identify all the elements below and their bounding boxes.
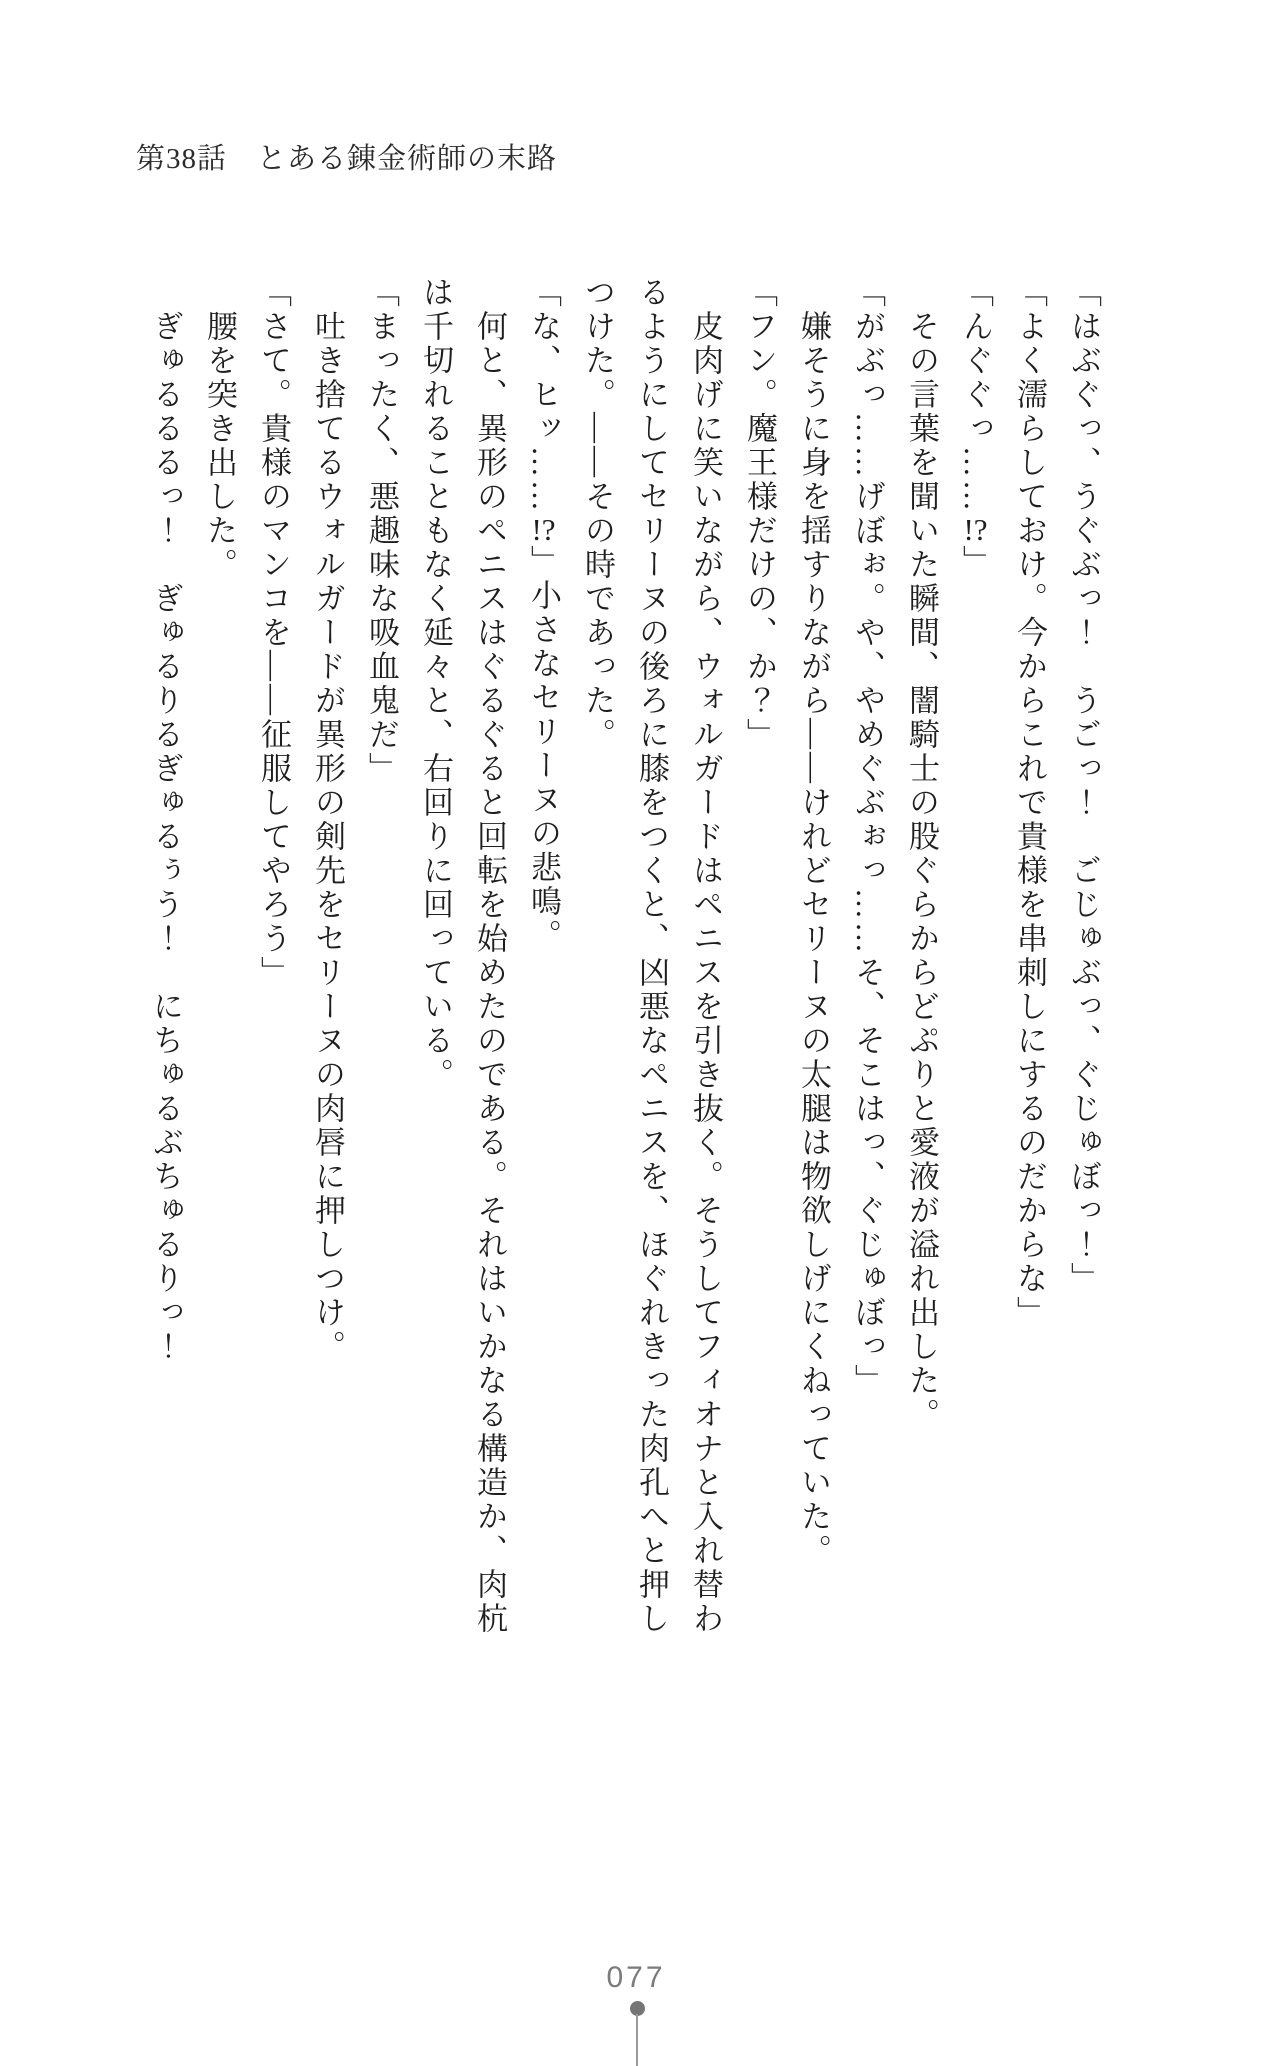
text-segment: 」 bbox=[958, 545, 993, 579]
text-segment: 吐き捨てるウォルガードが異形の剣先をセリーヌの肉唇に押しつけ。 bbox=[310, 276, 345, 1364]
text-segment: 「さて。貴様のマンコを——征服してやろう」 bbox=[256, 276, 291, 990]
text-line bbox=[516, 276, 570, 1706]
text-segment: は千切れることもなく延々と、右回りに回っている。 bbox=[418, 276, 453, 1092]
text-segment: つけた。——その時であった。 bbox=[580, 276, 615, 752]
text-line bbox=[1056, 276, 1110, 1706]
chapter-header: 第38話 とある錬金術師の末路 bbox=[136, 143, 558, 175]
text-segment: 何と、異形のペニスはぐるぐると回転を始めたのである。それはいかなる構造か、肉杭 bbox=[472, 276, 507, 1636]
text-segment: 「がぶっ……げぼぉ。や、やめぐぶぉっ……そ、そこはっ、ぐじゅぼっ」 bbox=[850, 276, 885, 1398]
text-line bbox=[246, 276, 300, 1706]
text-line bbox=[894, 276, 948, 1706]
text-segment: 「まったく、悪趣味な吸血鬼だ」 bbox=[364, 276, 399, 786]
body-text bbox=[138, 276, 1110, 1706]
text-segment: 「フン。魔王様だけの、か？」 bbox=[742, 276, 777, 752]
text-segment: 腰を突き出した。 bbox=[202, 276, 237, 582]
text-line bbox=[1002, 276, 1056, 1706]
text-line bbox=[462, 276, 516, 1706]
text-line bbox=[948, 276, 1002, 1706]
text-line bbox=[786, 276, 840, 1706]
text-segment: 「な、ヒッ…… bbox=[526, 276, 561, 514]
text-line bbox=[840, 276, 894, 1706]
text-segment: 嫌そうに身を揺すりながら——けれどセリーヌの太腿は物欲しげにくねっていた。 bbox=[796, 276, 831, 1568]
text-segment: 「はぶぐっ、うぐぶっ！ うごっ！ ごじゅぶっ、ぐじゅぼっ！」 bbox=[1066, 276, 1101, 1296]
text-line bbox=[624, 276, 678, 1706]
text-segment: その言葉を聞いた瞬間、闇騎士の股ぐらからどぷりと愛液が溢れ出した。 bbox=[904, 276, 939, 1432]
footer-line-ornament bbox=[636, 2014, 638, 2066]
text-line bbox=[732, 276, 786, 1706]
text-line bbox=[354, 276, 408, 1706]
page-number: 077 bbox=[606, 1961, 666, 1994]
text-line bbox=[138, 276, 192, 1706]
text-line bbox=[192, 276, 246, 1706]
text-line bbox=[408, 276, 462, 1706]
text-line bbox=[678, 276, 732, 1706]
text-segment: 」小さなセリーヌの悲鳴。 bbox=[526, 545, 561, 953]
text-segment: ぎゅるるるっ！ ぎゅるりるぎゅるぅう！ にちゅるぶちゅるりっ！ bbox=[148, 276, 183, 1364]
text-segment: 「んぐぐっ…… bbox=[958, 276, 993, 514]
tatechuyoko-text: !? bbox=[963, 514, 988, 545]
tatechuyoko-text: !? bbox=[531, 514, 556, 545]
text-segment: 皮肉げに笑いながら、ウォルガードはペニスを引き抜く。そうしてフィオナと入れ替わ bbox=[688, 276, 723, 1636]
text-line bbox=[570, 276, 624, 1706]
text-segment: るようにしてセリーヌの後ろに膝をつくと、凶悪なペニスを、ほぐれきった肉孔へと押し bbox=[634, 276, 669, 1636]
text-line bbox=[300, 276, 354, 1706]
text-segment: 「よく濡らしておけ。今からこれで貴様を串刺しにするのだからな」 bbox=[1012, 276, 1047, 1330]
